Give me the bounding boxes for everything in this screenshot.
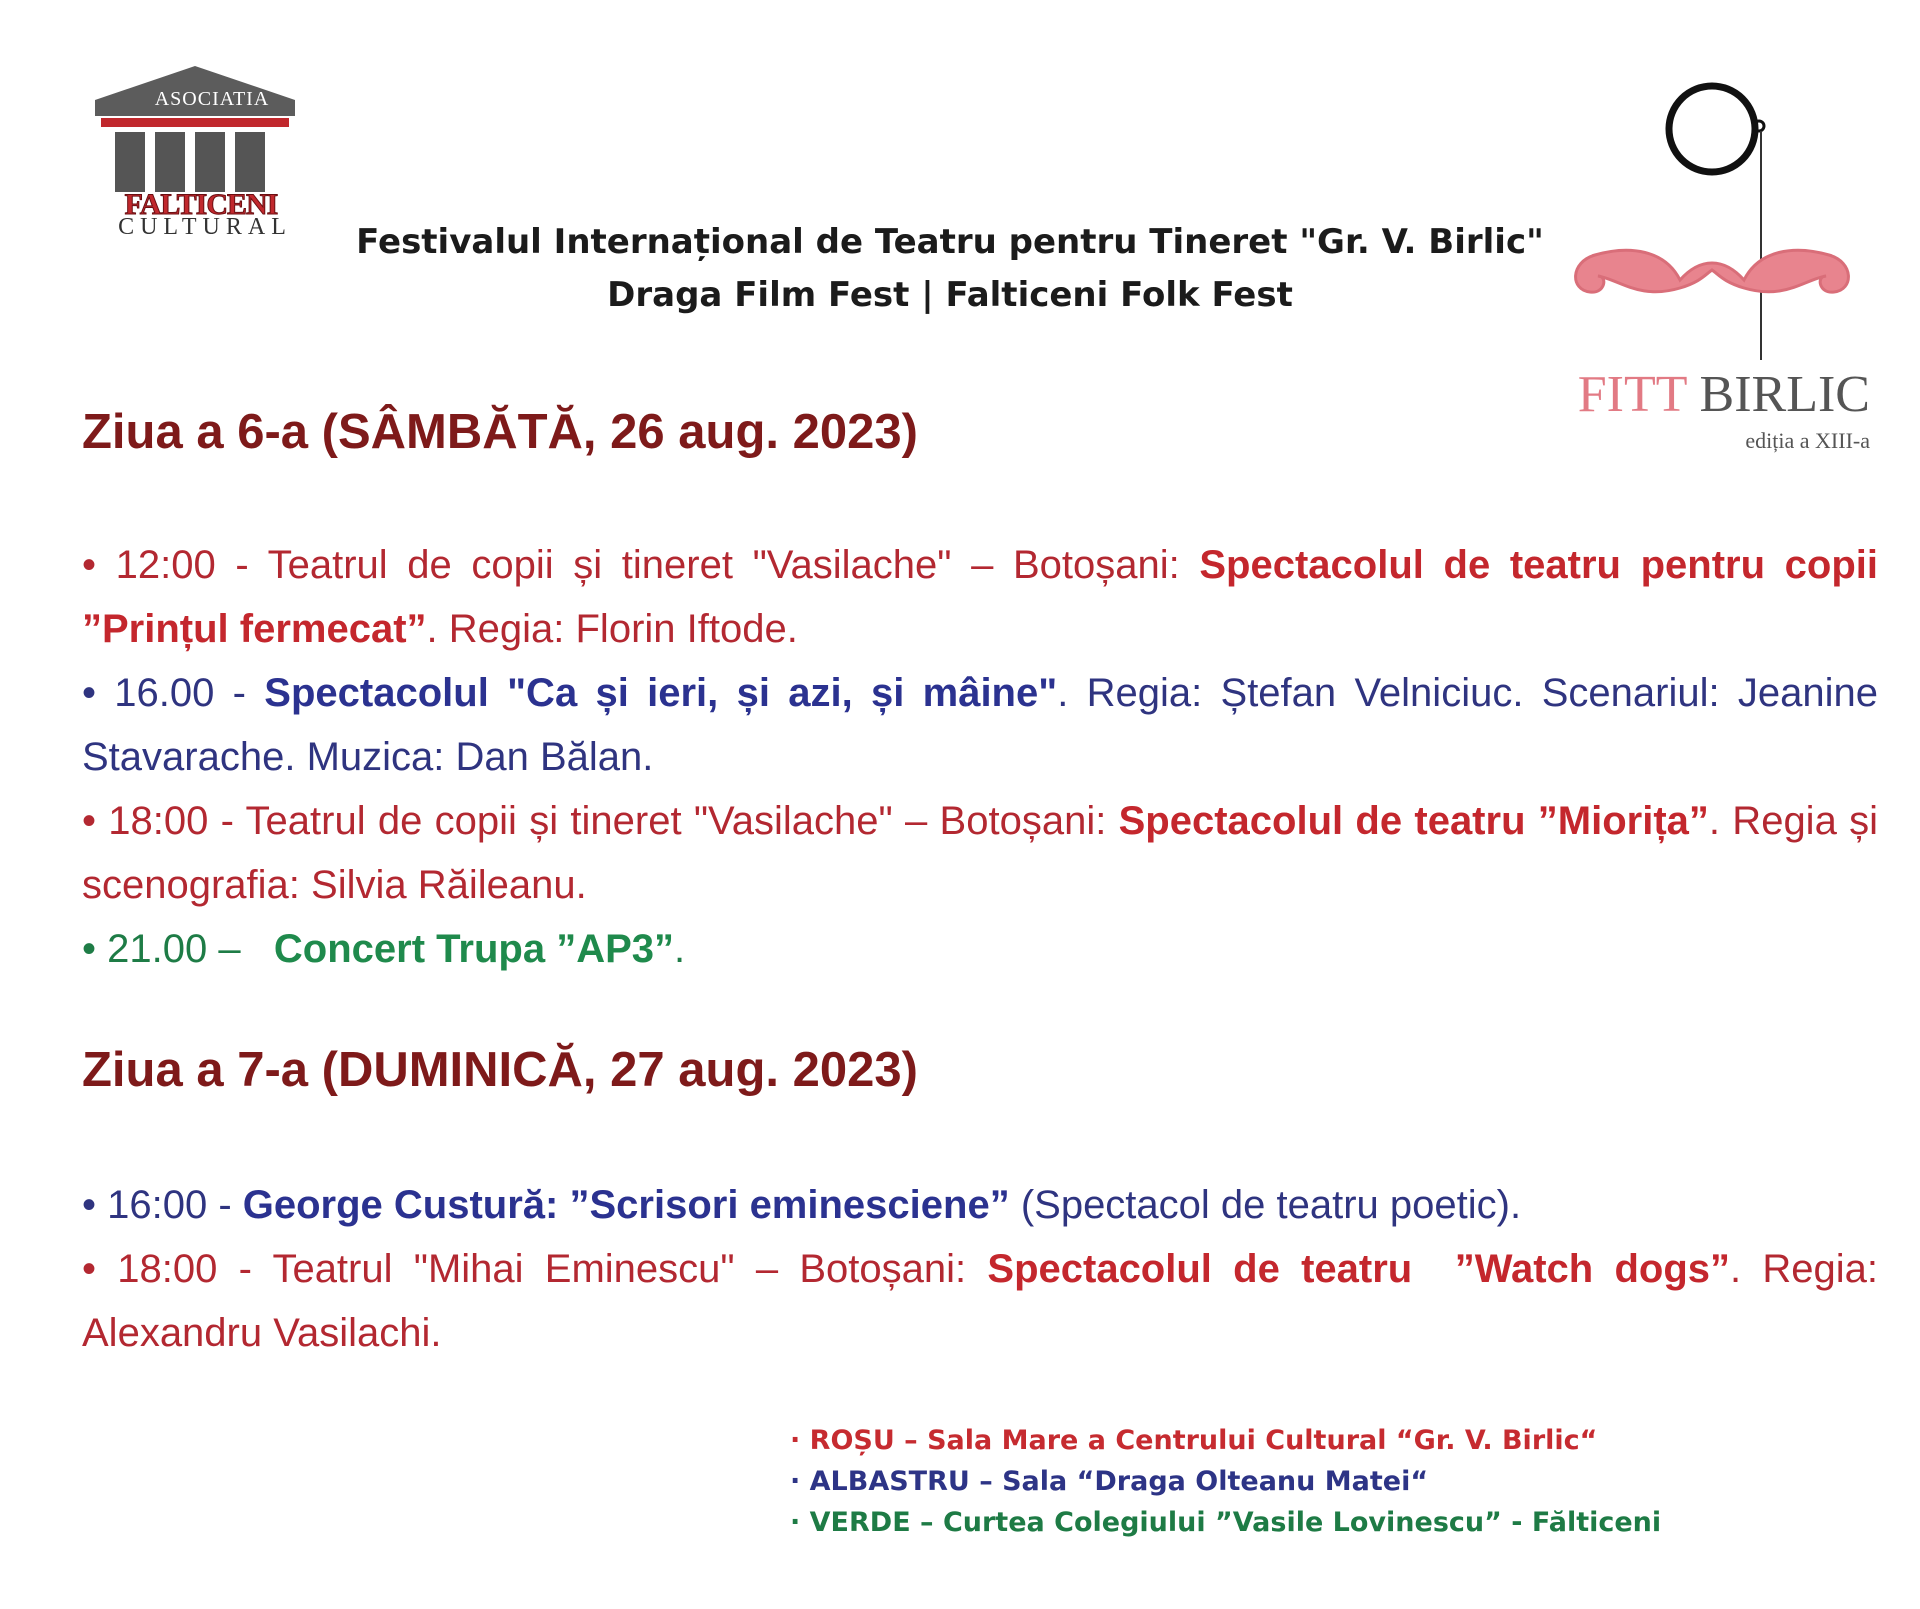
- fitt-birlic-logo: [1550, 80, 1890, 460]
- event-title: George Custură: ”Scrisori eminesciene”: [242, 1183, 1010, 1227]
- event-prefix: • 18:00 - Teatrul "Mihai Eminescu" – Botoșani:: [82, 1247, 988, 1291]
- event-prefix: • 21.00 –: [82, 927, 274, 971]
- event-title: Concert Trupa ”AP3”: [273, 927, 674, 971]
- monocle-mustache-icon: [1550, 80, 1890, 370]
- event-suffix: . Regia și scenografia: Silvia Răileanu.: [82, 799, 1878, 907]
- logo-middle-word: FALTICENI: [124, 188, 278, 221]
- event-day6-1600: [82, 661, 1878, 789]
- event-title: Spectacolul de teatru ”Miorița”: [1118, 799, 1709, 843]
- event-title: Spectacolul de teatru pentru copii ”Prințul fermecat”: [82, 543, 1878, 651]
- event-prefix: • 16:00 -: [82, 1183, 243, 1227]
- legend-item-red: · ROȘU – Sala Mare a Centrului Cultural “Gr. V. Birlic“: [790, 1425, 1598, 1456]
- logo-top-word: ASOCIATIA: [154, 88, 270, 110]
- festival-title: Festivalul Internațional de Teatru pentru Tineret "Gr. V. Birlic": [356, 222, 1544, 262]
- event-suffix: . Regia: Ștefan Velniciuc. Scenariul: Jeanine Stavarache. Muzica: Dan Bălan.: [82, 671, 1879, 779]
- event-day7-1800: [82, 1237, 1887, 1365]
- legend-item-blue: · ALBASTRU – Sala “Draga Olteanu Matei“: [790, 1466, 1429, 1497]
- event-suffix: (Spectacol de teatru poetic).: [1009, 1183, 1522, 1227]
- fitt-word: FITT: [1577, 366, 1687, 423]
- event-day6-2100: [82, 917, 1878, 981]
- event-title: Spectacolul de teatru ”Watch dogs”: [987, 1247, 1731, 1291]
- fitt-birlic-wordmark: [1550, 365, 1870, 424]
- event-day6-1200: [82, 533, 1878, 661]
- day-6-heading: Ziua a 6-a (SÂMBĂTĂ, 26 aug. 2023): [82, 405, 918, 459]
- birlic-word: BIRLIC: [1686, 366, 1870, 423]
- event-prefix: • 16.00 -: [82, 671, 265, 715]
- day-7-heading: Ziua a 7-a (DUMINICĂ, 27 aug. 2023): [82, 1043, 918, 1097]
- legend-item-green: · VERDE – Curtea Colegiului ”Vasile Lovinescu” - Fălticeni: [790, 1507, 1662, 1538]
- logo-bottom-word: CULTURAL: [118, 214, 292, 240]
- event-suffix: .: [674, 927, 686, 971]
- asociatia-falticeni-cultural-logo: [85, 62, 325, 252]
- event-prefix: • 12:00 - Teatrul de copii și tineret "Vasilache" – Botoșani:: [82, 543, 1200, 587]
- event-day7-1600: [82, 1173, 1878, 1237]
- event-suffix: . Regia: Alexandru Vasilachi.: [82, 1247, 1887, 1355]
- festival-subtitle: Draga Film Fest | Falticeni Folk Fest: [607, 275, 1293, 315]
- event-suffix: . Regia: Florin Iftode.: [426, 607, 798, 651]
- event-prefix: • 18:00 - Teatrul de copii și tineret "Vasilache" – Botoșani:: [82, 799, 1119, 843]
- event-title: Spectacolul "Ca și ieri, și azi, și mâine": [264, 671, 1058, 715]
- event-day6-1800: [82, 789, 1878, 917]
- edition-label: ediția a XIII-a: [1745, 428, 1870, 453]
